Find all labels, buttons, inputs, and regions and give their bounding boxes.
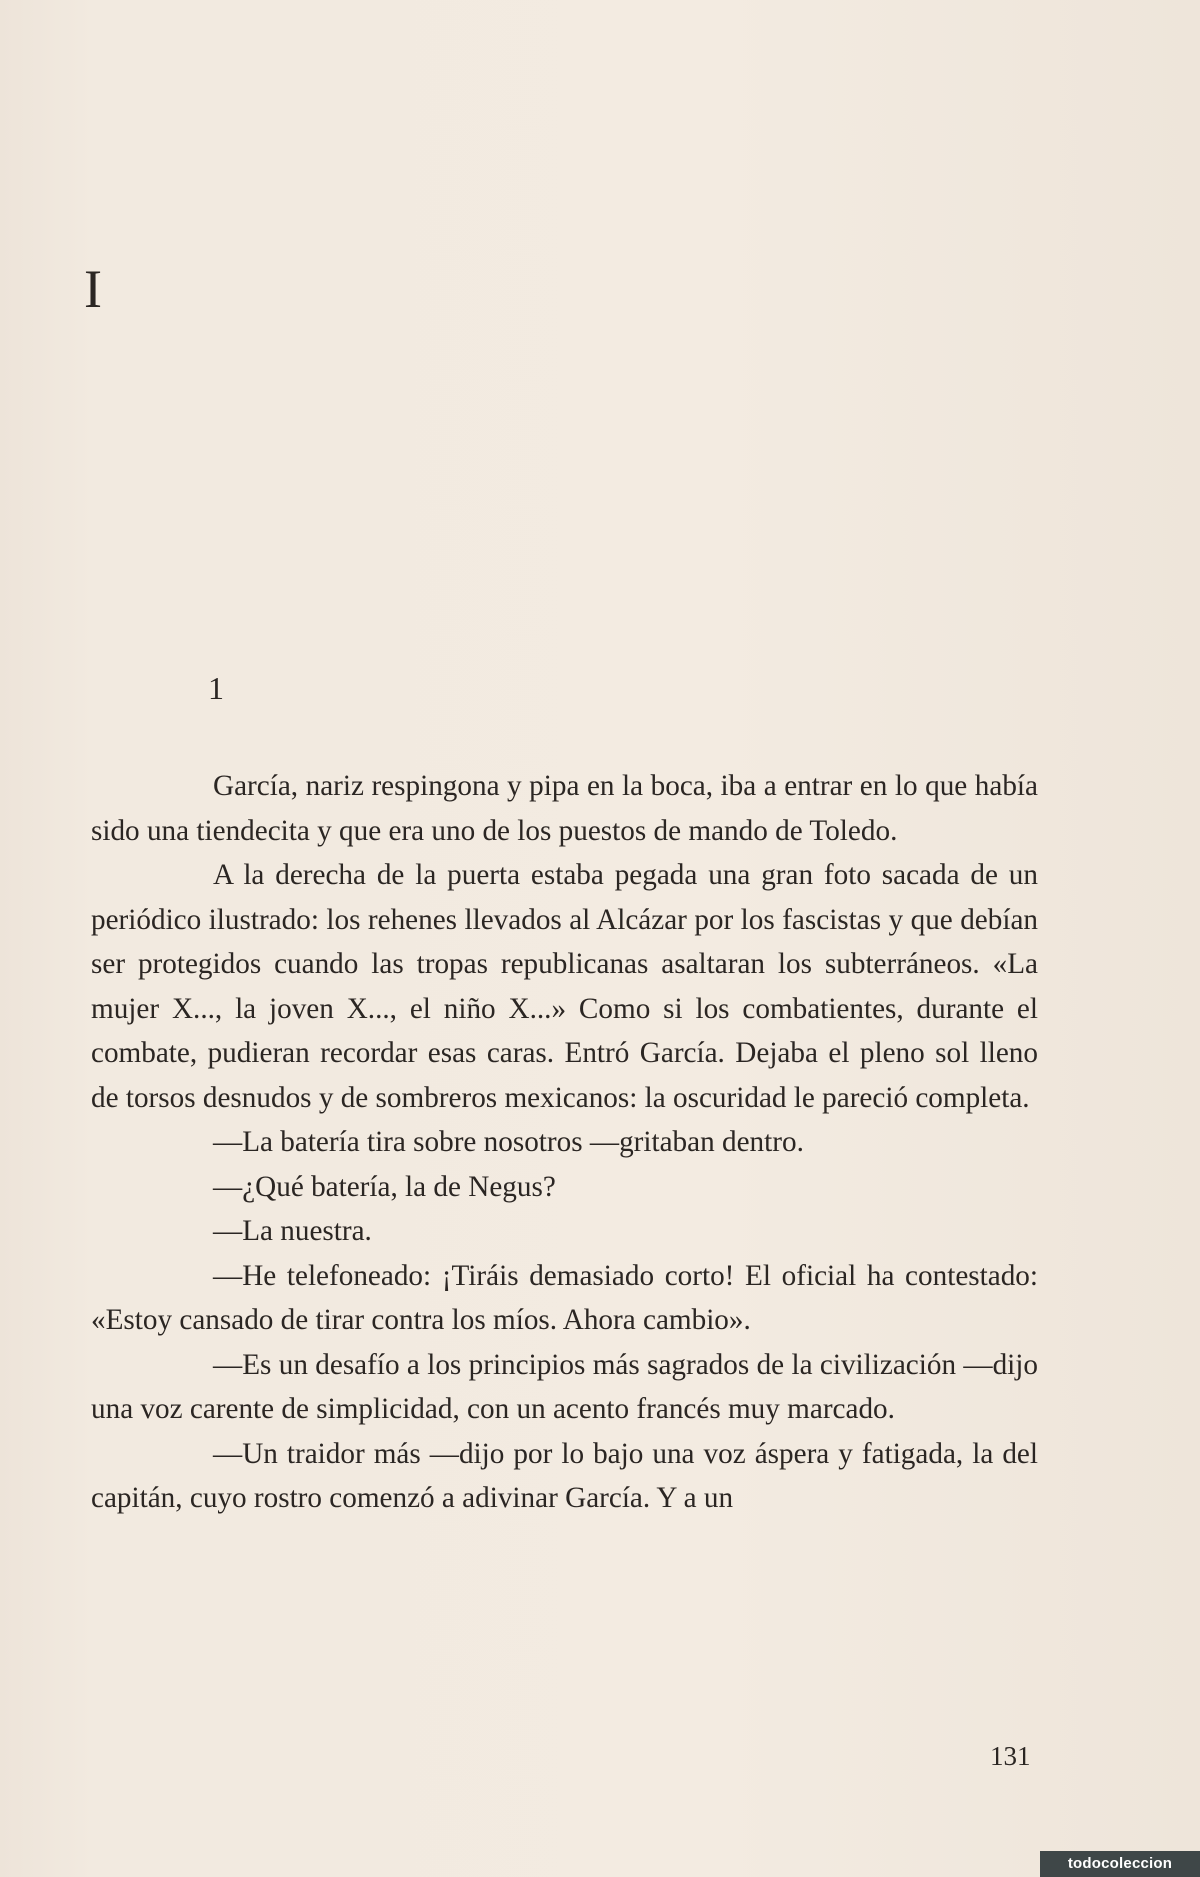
paragraph: —Es un desafío a los principios más sagrados de la civilización —dijo una voz carente de simplicidad, con un acento francés muy marcado. <box>91 1348 1038 1425</box>
paragraph: A la derecha de la puerta estaba pegada una gran foto sacada de un periódico ilustrado: los rehenes llevados al Alcázar por los fascistas y que debían ser protegidos cuando las tropas republicanas asaltaran los subterráneos. «La mujer X..., la joven X..., el niño X...» Como si los combatientes, durante el combate, pudieran recordar esas caras. Entró García. Dejaba el pleno sol lleno de torsos desnudos y de sombreros mexicanos: la oscuridad le pareció completa. <box>91 859 1038 1114</box>
paragraph: —La nuestra. <box>213 1215 372 1247</box>
part-title: I <box>84 259 102 319</box>
paragraph: —He telefoneado: ¡Tiráis demasiado corto! El oficial ha contestado: «Estoy cansado de tirar contra los míos. Ahora cambio». <box>91 1259 1038 1336</box>
paragraph: —Un traidor más —dijo por lo bajo una voz áspera y fatigada, la del capitán, cuyo rostro comenzó a adivinar García. Y a un <box>91 1437 1038 1514</box>
page-number: 131 <box>990 1741 1031 1771</box>
watermark-logo: todocoleccion <box>1040 1851 1200 1877</box>
paragraph: García, nariz respingona y pipa en la boca, iba a entrar en lo que había sido una tiendecita y que era uno de los puestos de mando de Toledo. <box>91 770 1038 847</box>
body-text <box>91 764 1038 1521</box>
chapter-number: 1 <box>208 670 224 706</box>
paragraph: —¿Qué batería, la de Negus? <box>213 1170 556 1203</box>
paragraph: —La batería tira sobre nosotros —gritaban dentro. <box>213 1126 804 1158</box>
